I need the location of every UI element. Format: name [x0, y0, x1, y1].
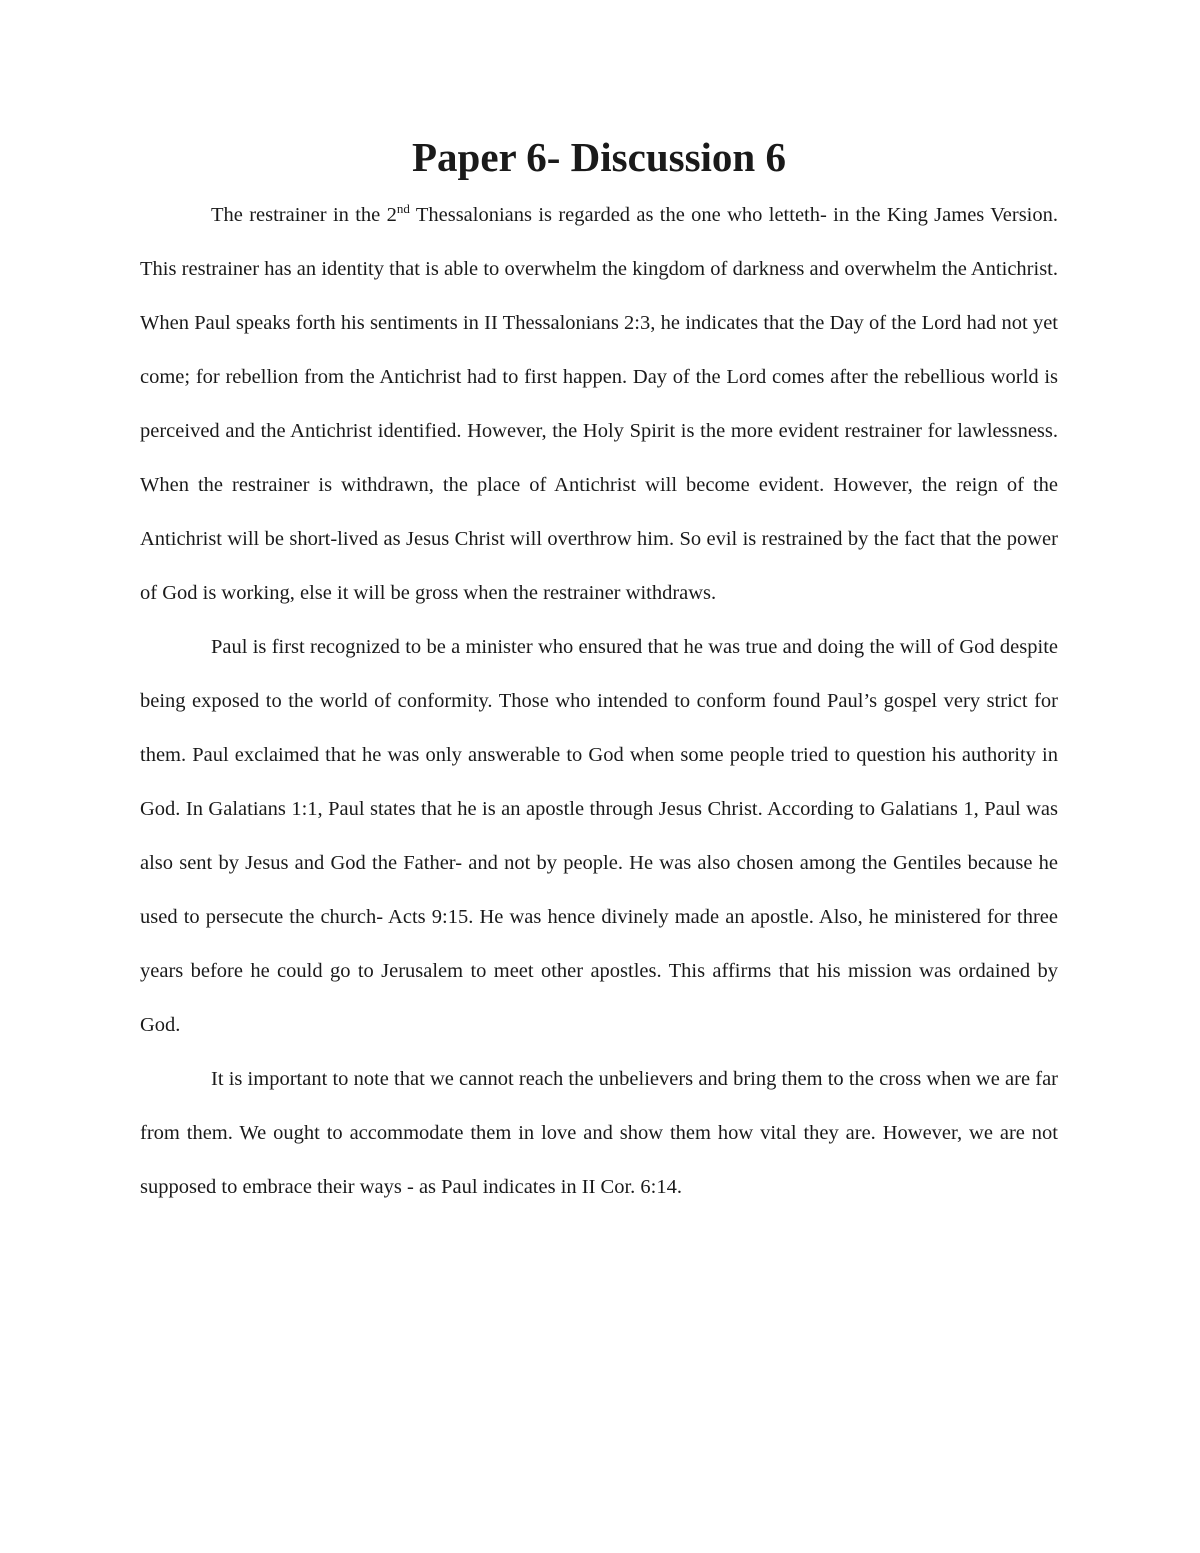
paragraph-2: Paul is first recognized to be a minister who ensured that he was true and doing the will of God despite being exposed to the world of conformity. Those who intended to conform found Paul’s gospel very strict for them. Paul exclaimed that he was only answerable to God when some people tried to question his authority in God. In Galatians 1:1, Paul states that he is an apostle through Jesus Christ. According to Galatians 1, Paul was also sent by Jesus and God the Father- and not by people. He was also chosen among the Gentiles because he used to persecute the church- Acts 9:15. He was hence divinely made an apostle. Also, he ministered for three years before he could go to Jerusalem to meet other apostles. This affirms that his mission was ordained by God.	[140, 636, 1058, 1036]
document-body	[140, 126, 1058, 1214]
paragraph-1	[140, 188, 1058, 620]
ordinal-superscript: nd	[396, 201, 410, 217]
document-title: Paper 6- Discussion 6	[412, 134, 786, 180]
paragraph-3: It is important to note that we cannot reach the unbelievers and bring them to the cross when we are far from them. We ought to accommodate them in love and show them how vital they are. However, we are not supposed to embrace their ways - as Paul indicates in II Cor. 6:14.	[140, 1068, 1058, 1198]
paragraph-1-start: The restrainer in the 2	[211, 204, 397, 226]
paragraph-1-rest: Thessalonians is regarded as the one who letteth- in the King James Version. This restrainer has an identity that is able to overwhelm the kingdom of darkness and overwhelm the Antichrist. When Paul speaks forth his sentiments in II Thessalonians 2:3, he indicates that the Day of the Lord had not yet come; for rebellion from the Antichrist had to first happen. Day of the Lord comes after the rebellious world is perceived and the Antichrist identified. However, the Holy Spirit is the more evident restrainer for lawlessness. When the restrainer is withdrawn, the place of Antichrist will become evident. However, the reign of the Antichrist will be short-lived as Jesus Christ will overthrow him. So evil is restrained by the fact that the power of God is working, else it will be gross when the restrainer withdraws.	[140, 204, 1058, 604]
